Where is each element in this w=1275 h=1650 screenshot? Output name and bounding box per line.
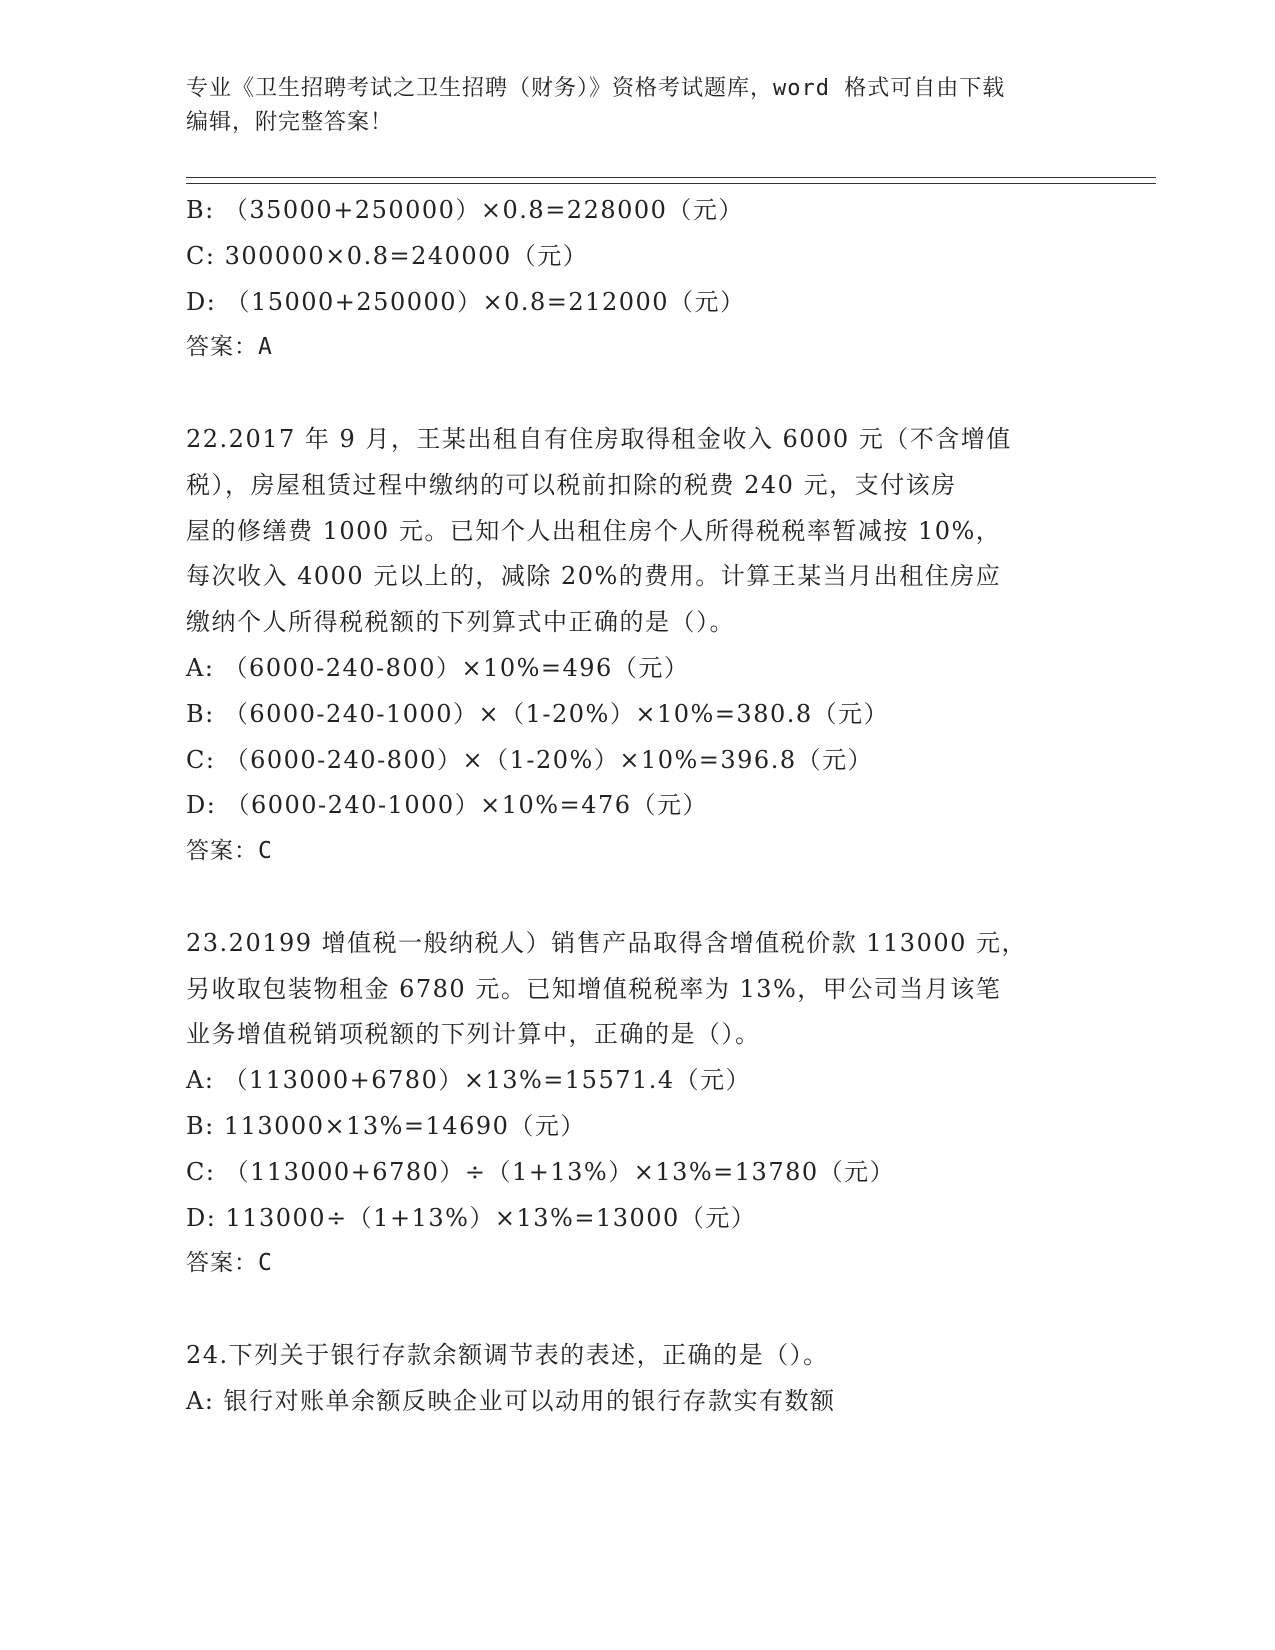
spacer [186,1287,1086,1333]
q22-option-a: A: （6000-240-800）×10%=496（元） [186,653,690,682]
q21-option-c: C: 300000×0.8=240000（元） [186,241,589,270]
q24-option-a: A: 银行对账单余额反映企业可以动用的银行存款实有数额 [186,1386,836,1415]
page-header [186,72,1066,140]
q22-option-c: C: （6000-240-800）×（1-20%）×10%=396.8（元） [186,745,874,774]
spacer [186,875,1086,921]
question-23 [186,921,1086,1287]
header-divider-top [186,177,1156,178]
q21-answer: 答案：A [186,334,273,361]
q23-answer: 答案：C [186,1250,273,1277]
header-line-2: 编辑，附完整答案！ [186,110,394,135]
q22-stem-line: 22.2017 年 9 月，王某出租自有住房取得租金收入 6000 元（不含增值 [186,424,1012,453]
spacer [186,371,1086,417]
question-24 [186,1333,1086,1425]
q24-stem-line: 24.下列关于银行存款余额调节表的表述，正确的是（）。 [186,1340,829,1369]
header-divider-bottom [186,183,1156,184]
q22-stem-line: 屋的修缮费 1000 元。已知个人出租住房个人所得税税率暂减按 10%， [186,516,1002,545]
q21-option-d: D: （15000+250000）×0.8=212000（元） [186,287,746,316]
q22-answer: 答案：C [186,838,273,865]
q23-option-b: B: 113000×13%=14690（元） [186,1111,586,1140]
q23-stem-line: 23.20199 增值税一般纳税人）销售产品取得含增值税价款 113000 元， [186,928,1028,957]
q22-stem-line: 税），房屋租赁过程中缴纳的可以税前扣除的税费 240 元，支付该房 [186,470,957,499]
q21-option-b: B: （35000+250000）×0.8=228000（元） [186,196,744,224]
header-line-1: 专业《卫生招聘考试之卫生招聘（财务）》资格考试题库，word 格式可自由下载 [186,76,1006,101]
q22-option-d: D: （6000-240-1000）×10%=476（元） [186,791,709,820]
q22-stem-line: 每次收入 4000 元以上的，减除 20%的费用。计算王某当月出租住房应 [186,562,1002,591]
q22-stem-line: 缴纳个人所得税税额的下列算式中正确的是（）。 [186,608,735,637]
q23-option-a: A: （113000+6780）×13%=15571.4（元） [186,1066,752,1095]
q23-stem-line: 另收取包装物租金 6780 元。已知增值税税率为 13%，甲公司当月该笔 [186,974,1002,1003]
q23-option-c: C: （113000+6780）÷（1+13%）×13%=13780（元） [186,1157,896,1186]
q23-stem-line: 业务增值税销项税额的下列计算中，正确的是（）。 [186,1020,761,1049]
question-content [186,188,1086,1425]
q22-option-b: B: （6000-240-1000）×（1-20%）×10%=380.8（元） [186,699,890,728]
q23-option-d: D: 113000÷（1+13%）×13%=13000（元） [186,1203,757,1232]
question-21 [186,188,1086,371]
question-22 [186,417,1086,875]
